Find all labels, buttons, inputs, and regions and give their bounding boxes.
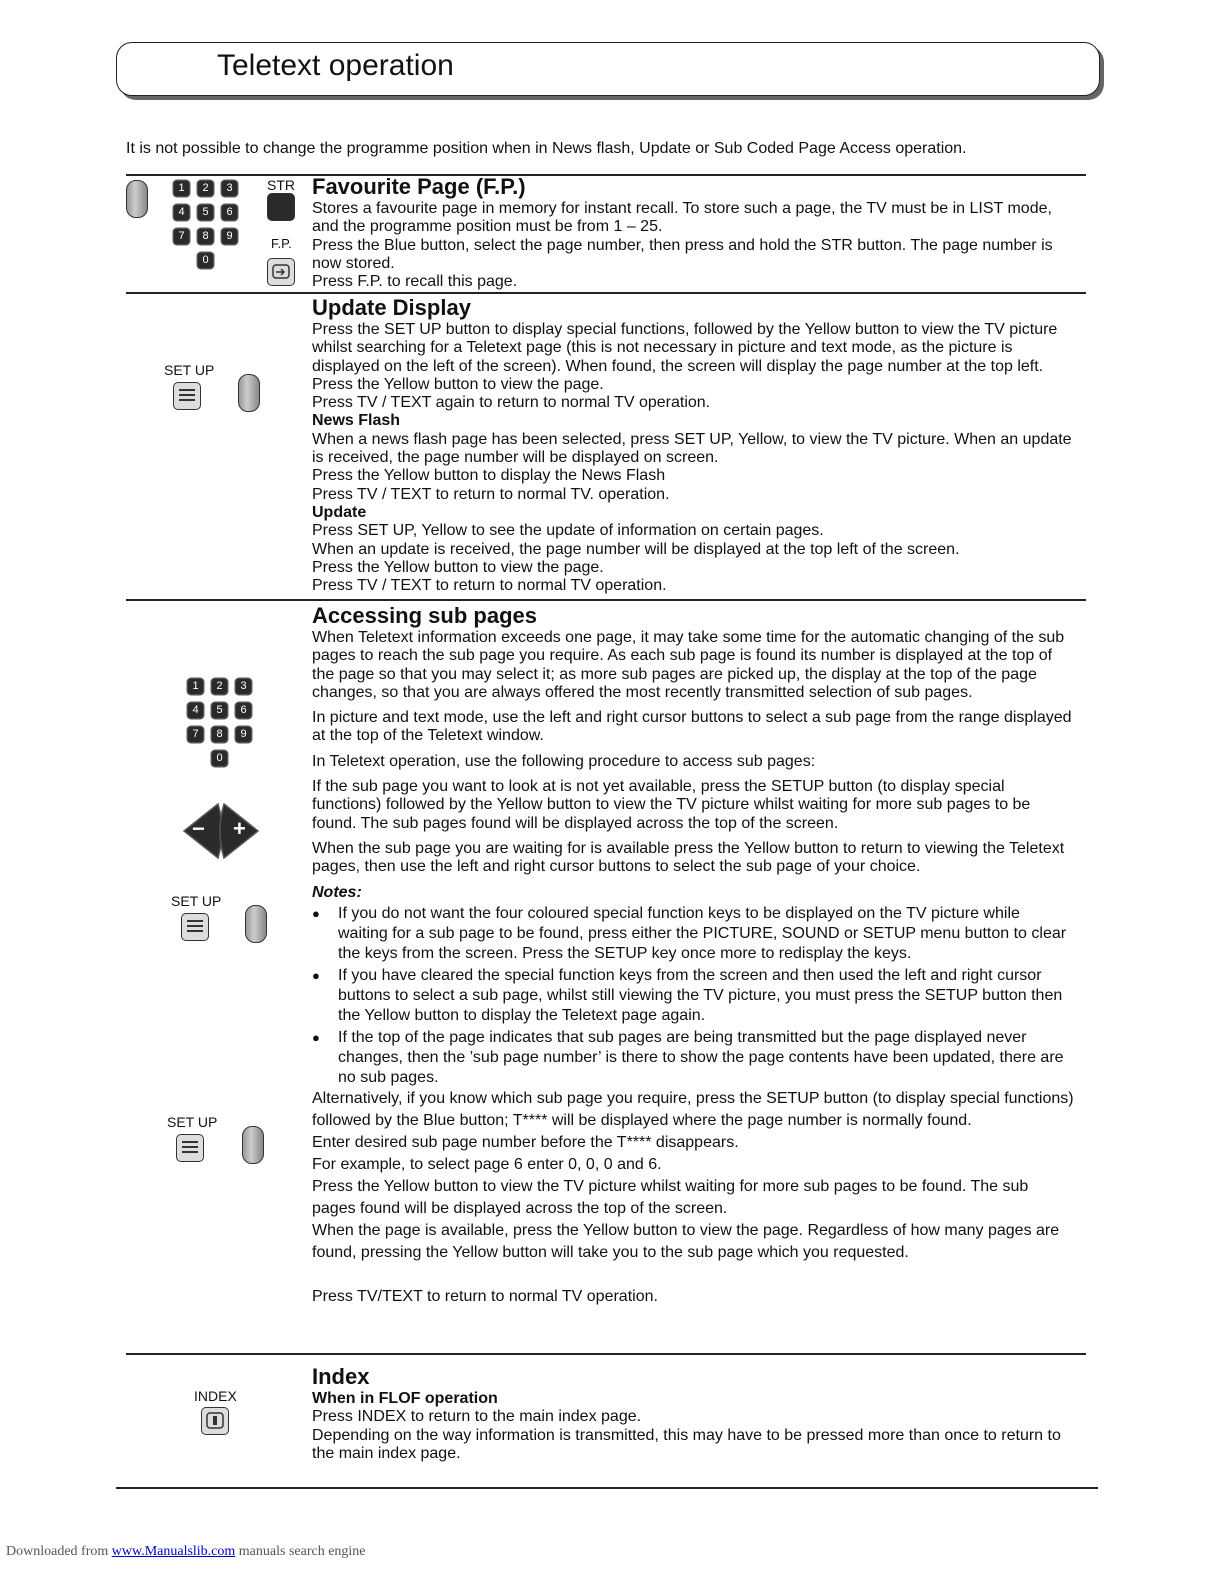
paragraph: Depending on the way information is transmitted, this may have to be pressed more than once to return to the main index page. bbox=[312, 1426, 1061, 1462]
yellow-button[interactable] bbox=[126, 180, 148, 218]
key-7[interactable]: 7 bbox=[174, 229, 189, 244]
paragraph: Press INDEX to return to the main index page. bbox=[312, 1408, 642, 1426]
key-2[interactable]: 2 bbox=[212, 679, 227, 694]
notes-list bbox=[312, 904, 1074, 1088]
divider bbox=[126, 1353, 1086, 1355]
paragraph: Press the Blue button, select the page number, then press and hold the STR button. The page number is now stored. bbox=[312, 236, 1053, 272]
key-4[interactable]: 4 bbox=[174, 205, 189, 220]
str-label: STR bbox=[267, 177, 295, 193]
section-accessing-sub-pages bbox=[312, 603, 1074, 1308]
footer-link[interactable]: www.Manualslib.com bbox=[111, 1544, 236, 1559]
page-title: Teletext operation bbox=[217, 49, 454, 82]
plus-icon: + bbox=[233, 816, 246, 841]
setup-button[interactable] bbox=[176, 1134, 204, 1162]
section-heading: Index bbox=[312, 1364, 370, 1389]
divider bbox=[126, 292, 1086, 294]
key-8[interactable]: 8 bbox=[212, 727, 227, 742]
subheading: News Flash bbox=[312, 412, 401, 430]
key-9[interactable]: 9 bbox=[222, 229, 237, 244]
paragraph: When Teletext information exceeds one page, it may take some time for the automatic changing of the sub pages to reach the sub page you require. As each sub page is found its number is displayed at the top of the page so that you may select it; as more sub pages are picked up, the display at the top of the page changes, so that you are always offered the most recently transmitted selection of sub pages. bbox=[312, 629, 1065, 701]
key-1[interactable]: 1 bbox=[188, 679, 203, 694]
index-icon bbox=[202, 1408, 228, 1434]
paragraph: When the sub page you are waiting for is available press the Yellow button to return to viewing the Teletext pages, then use the left and right cursor buttons to select the sub page of your choice. bbox=[312, 839, 1065, 876]
section-update-display bbox=[312, 295, 1074, 595]
paragraph: Stores a favourite page in memory for instant recall. To store such a page, the TV must be in LIST mode, and the programme position must be from 1 – 25. bbox=[312, 200, 1052, 236]
menu-icon bbox=[187, 920, 203, 922]
setup-label: SET UP bbox=[164, 362, 215, 378]
key-1[interactable]: 1 bbox=[174, 181, 189, 196]
key-3[interactable]: 3 bbox=[236, 679, 251, 694]
setup-button[interactable] bbox=[173, 382, 201, 410]
key-0[interactable]: 0 bbox=[198, 253, 213, 268]
paragraph: Press SET UP, Yellow to see the update of information on certain pages. bbox=[312, 522, 824, 540]
list-item: ● If you have cleared the special function keys from the screen and then used the left and right cursor buttons to select a sub page, whilst still viewing the TV picture, you must press the SETUP button then the Yellow button to display the Teletext page again. bbox=[312, 966, 1074, 1026]
paragraph: Press the Yellow button to view the TV picture whilst waiting for more sub pages to be found. The sub pages found will be displayed across the top of the screen. bbox=[312, 1177, 1029, 1217]
paragraph: Press the SET UP button to display special functions, followed by the Yellow button to view the TV picture whilst searching for a Teletext page (this is not necessary in picture and text mode, as the picture is displayed on the left of the screen). When found, the screen will display the page number at the top left. Press the Yellow button to view the page. bbox=[312, 321, 1058, 393]
divider bbox=[116, 1487, 1098, 1489]
footer bbox=[6, 1544, 366, 1560]
divider bbox=[126, 599, 1086, 601]
str-button[interactable] bbox=[267, 193, 295, 221]
paragraph: In Teletext operation, use the following procedure to access sub pages: bbox=[312, 752, 816, 770]
menu-icon bbox=[182, 1141, 198, 1143]
key-3[interactable]: 3 bbox=[222, 181, 237, 196]
section-heading: Favourite Page (F.P.) bbox=[312, 174, 526, 199]
paragraph: Press the Yellow button to view the page. bbox=[312, 558, 604, 576]
list-item: ● If you do not want the four coloured special function keys to be displayed on the TV picture while waiting for a sub page to be found, press either the PICTURE, SOUND or SETUP menu button to clear the keys from the screen. Press the SETUP key once more to redisplay the keys. bbox=[312, 904, 1074, 964]
paragraph: Press TV/TEXT to return to normal TV operation. bbox=[312, 1287, 658, 1305]
key-8[interactable]: 8 bbox=[198, 229, 213, 244]
subheading: Update bbox=[312, 503, 367, 521]
list-item: ● If the top of the page indicates that sub pages are being transmitted but the page displayed never changes, then the ’sub page number’ is there to show the page contents have been updated, there are no sub pages. bbox=[312, 1028, 1074, 1088]
fp-icon bbox=[268, 259, 294, 285]
intro-text: It is not possible to change the programme position when in News flash, Update or Sub Coded Page Access operation. bbox=[126, 140, 967, 157]
section-heading: Update Display bbox=[312, 295, 471, 320]
key-0[interactable]: 0 bbox=[212, 751, 227, 766]
paragraph: Press TV / TEXT again to return to normal TV operation. bbox=[312, 394, 711, 412]
section-heading: Accessing sub pages bbox=[312, 603, 537, 628]
paragraph: Alternatively, if you know which sub page you require, press the SETUP button (to display special functions) followed by the Blue button; T**** will be displayed where the page number is normally found. bbox=[312, 1089, 1074, 1129]
key-7[interactable]: 7 bbox=[188, 727, 203, 742]
index-button[interactable] bbox=[201, 1407, 229, 1435]
fp-button[interactable] bbox=[267, 258, 295, 286]
paragraph: When an update is received, the page number will be displayed at the top left of the screen. bbox=[312, 540, 960, 558]
yellow-button[interactable] bbox=[245, 905, 267, 943]
index-label: INDEX bbox=[194, 1388, 237, 1404]
yellow-button[interactable] bbox=[238, 374, 260, 412]
paragraph: In picture and text mode, use the left and right cursor buttons to select a sub page from the range displayed at the top of the Teletext window. bbox=[312, 709, 1072, 745]
paragraph: Press the Yellow button to display the News Flash bbox=[312, 467, 666, 485]
title-box bbox=[116, 42, 1100, 96]
paragraph: Press F.P. to recall this page. bbox=[312, 273, 518, 291]
section-index bbox=[312, 1364, 1074, 1463]
key-5[interactable]: 5 bbox=[198, 205, 213, 220]
key-6[interactable]: 6 bbox=[222, 205, 237, 220]
paragraph: Enter desired sub page number before the T**** disappears. bbox=[312, 1133, 739, 1151]
key-5[interactable]: 5 bbox=[212, 703, 227, 718]
key-9[interactable]: 9 bbox=[236, 727, 251, 742]
paragraph: When a news flash page has been selected, press SET UP, Yellow, to view the TV picture. When an update is received, the page number will be displayed on screen. bbox=[312, 430, 1072, 467]
notes-heading: Notes: bbox=[312, 883, 362, 901]
key-2[interactable]: 2 bbox=[198, 181, 213, 196]
setup-label: SET UP bbox=[167, 1114, 218, 1130]
setup-button[interactable] bbox=[181, 913, 209, 941]
key-6[interactable]: 6 bbox=[236, 703, 251, 718]
minus-icon: − bbox=[192, 816, 205, 841]
footer-prefix: Downloaded from bbox=[6, 1544, 109, 1559]
paragraph: If the sub page you want to look at is not yet available, press the SETUP button (to display special functions) followed by the Yellow button to view the TV picture whilst waiting for more sub pages to be found. The sub pages found will be displayed across the top of the screen. bbox=[312, 778, 1031, 832]
section-favourite-page bbox=[312, 174, 1074, 291]
menu-icon bbox=[179, 389, 195, 391]
paragraph: For example, to select page 6 enter 0, 0, 0 and 6. bbox=[312, 1155, 662, 1173]
subheading: When in FLOF operation bbox=[312, 1390, 498, 1407]
fp-label: F.P. bbox=[271, 236, 292, 251]
key-4[interactable]: 4 bbox=[188, 703, 203, 718]
paragraph: When the page is available, press the Yellow button to view the page. Regardless of how many pages are found, pressing the Yellow button will take you to the sub page which you requested. bbox=[312, 1221, 1060, 1261]
footer-suffix: manuals search engine bbox=[238, 1544, 366, 1559]
setup-label: SET UP bbox=[171, 893, 222, 909]
blue-button[interactable] bbox=[242, 1126, 264, 1164]
paragraph: Press TV / TEXT to return to normal TV. operation. bbox=[312, 485, 670, 503]
paragraph: Press TV / TEXT to return to normal TV operation. bbox=[312, 577, 667, 595]
